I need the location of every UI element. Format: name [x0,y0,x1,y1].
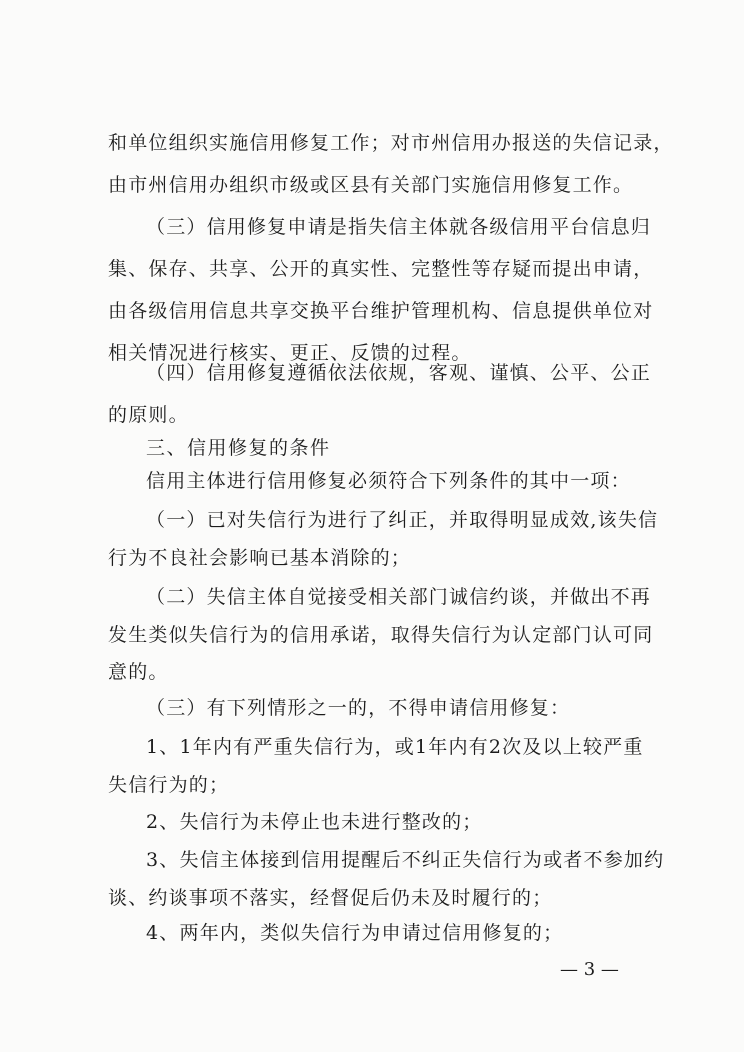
text-line: （三）有下列情形之一的，不得申请信用修复： [146,697,571,719]
text-line: 信用主体进行信用修复必须符合下列条件的其中一项： [146,470,631,492]
text-line: 失信行为的； [108,774,230,796]
text-line: 意的。 [108,661,169,683]
text-line: 的原则。 [108,404,189,426]
text-line: 集、保存、共享、公开的真实性、完整性等存疑而提出申请， [108,258,654,280]
text-line: 相关情况进行核实、更正、反馈的过程。 [108,342,472,364]
section-heading: 三、信用修复的条件 [146,437,331,459]
page-number: — 3 — [560,959,619,980]
text-line: 由各级信用信息共享交换平台维护管理机构、信息提供单位对 [108,300,654,322]
text-line: （一）已对失信行为进行了纠正，并取得明显成效,该失信 [146,509,659,531]
text-line: 行为不良社会影响已基本消除的； [108,547,412,569]
text-line: 谈、约谈事项不落实，经督促后仍未及时履行的； [108,887,553,909]
text-line: 和单位组织实施信用修复工作；对市州信用办报送的失信记录， [108,132,674,154]
text-line: 2、失信行为未停止也未进行整改的； [146,811,483,833]
text-line: 3、失信主体接到信用提醒后不纠正失信行为或者不参加约 [146,849,665,871]
text-line: （三）信用修复申请是指失信主体就各级信用平台信息归 [146,216,652,238]
text-line: （四）信用修复遵循依法依规，客观、谨慎、公平、公正 [146,362,652,384]
text-line: （二）失信主体自觉接受相关部门诚信约谈，并做出不再 [146,586,652,608]
text-line: 4、两年内，类似失信行为申请过信用修复的； [146,922,564,944]
text-line: 1、1年内有严重失信行为，或1年内有2次及以上较严重 [146,736,644,758]
text-line: 发生类似失信行为的信用承诺，取得失信行为认定部门认可同 [108,624,654,646]
text-line: 由市州信用办组织市级或区县有关部门实施信用修复工作。 [108,174,634,196]
